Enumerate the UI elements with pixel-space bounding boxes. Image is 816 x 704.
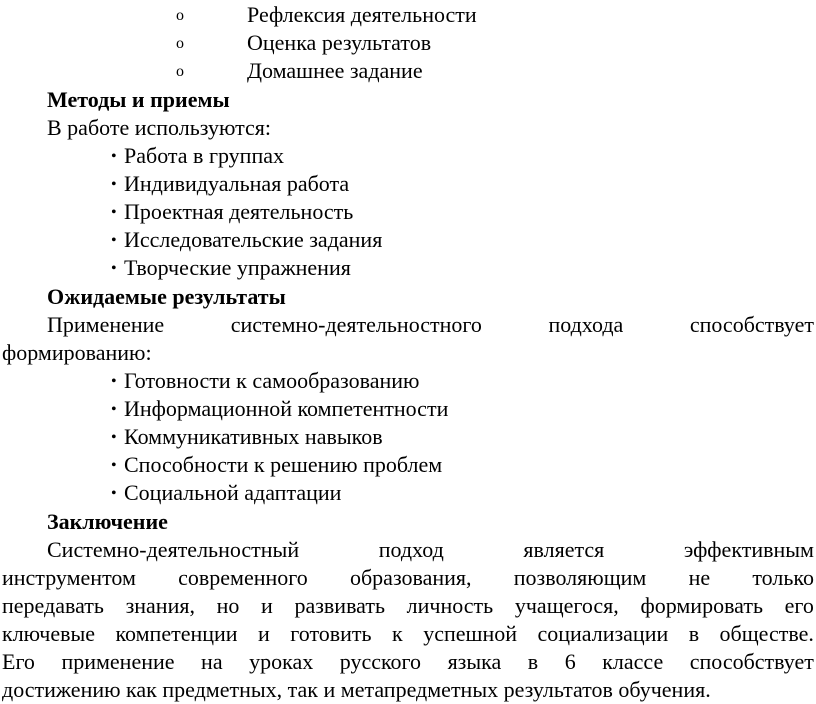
conclusion-line [2,564,814,592]
word: Его [2,649,35,674]
word: способствует [689,312,814,337]
bullet-marker: • [111,260,117,277]
word: и [258,621,270,646]
list-item: Информационной компетентности [124,396,449,421]
word: компетенции [115,621,238,646]
conclusion-heading: Заключение [47,509,168,534]
bullet-marker: • [111,457,117,474]
word: является [523,537,605,562]
word: эффективным [683,537,814,562]
word: подход [378,537,444,562]
list-item: Работа в группах [124,143,284,168]
list-item: Исследовательские задания [124,227,383,252]
word: в [688,621,700,646]
word: позволяющим [513,565,647,590]
list-marker: o [176,7,184,24]
conclusion-line [47,536,814,564]
word: Применение [47,312,165,337]
word: передавать [2,593,104,618]
list-item: Социальной адаптации [124,480,342,505]
word: не [688,565,711,590]
word: современного [178,565,308,590]
word: способствует [689,649,814,674]
word: уроках [249,649,314,674]
bullet-marker: • [111,373,117,390]
bullet-marker: • [111,176,117,193]
word: знания, [125,593,195,618]
list-item: Рефлексия деятельности [247,2,477,27]
list-item: Готовности к самообразованию [124,368,420,393]
word: его [784,593,814,618]
word: Системно-деятельностный [47,537,300,562]
word: и [261,593,273,618]
word: инструментом [2,565,136,590]
bullet-marker: • [111,429,117,446]
results-intro-line [47,311,814,339]
list-item: Индивидуальная работа [124,171,350,196]
bullet-marker: • [111,148,117,165]
word: формировать [640,593,764,618]
word: успешной [423,621,517,646]
bullet-marker: • [111,232,117,249]
list-marker: o [176,35,184,52]
word: 6 [564,649,576,674]
word: русского [339,649,422,674]
word: личность [406,593,494,618]
word: готовить [290,621,372,646]
word: только [752,565,814,590]
word: подхода [548,312,624,337]
word: системно-деятельностного [230,312,482,337]
conclusion-last-line: достижению как предметных, так и метапредметных результатов обучения. [2,677,711,702]
word: на [201,649,223,674]
bullet-marker: • [111,485,117,502]
word: ключевые [2,621,96,646]
word: в [527,649,539,674]
word: развивать [294,593,386,618]
list-item: Оценка результатов [247,30,432,55]
list-item: Проектная деятельность [124,199,354,224]
results-intro-continuation: формированию: [2,340,152,365]
list-item: Способности к решению проблем [124,452,443,477]
word: к [392,621,403,646]
results-heading: Ожидаемые результаты [47,284,286,309]
word: учащегося, [514,593,619,618]
conclusion-line [2,592,814,620]
methods-heading: Методы и приемы [47,87,230,112]
bullet-marker: • [111,204,117,221]
word: социализации [537,621,669,646]
conclusion-line [2,648,814,676]
word: применение [61,649,175,674]
list-item: Коммуникативных навыков [124,424,383,449]
word: обществе. [719,621,814,646]
conclusion-line [2,620,814,648]
word: но [216,593,240,618]
word: языка [447,649,502,674]
list-marker: o [176,63,184,80]
list-item: Творческие упражнения [124,255,351,280]
methods-intro: В работе используются: [47,115,272,140]
word: классе [602,649,664,674]
list-item: Домашнее задание [247,58,423,83]
word: образования, [349,565,472,590]
bullet-marker: • [111,401,117,418]
